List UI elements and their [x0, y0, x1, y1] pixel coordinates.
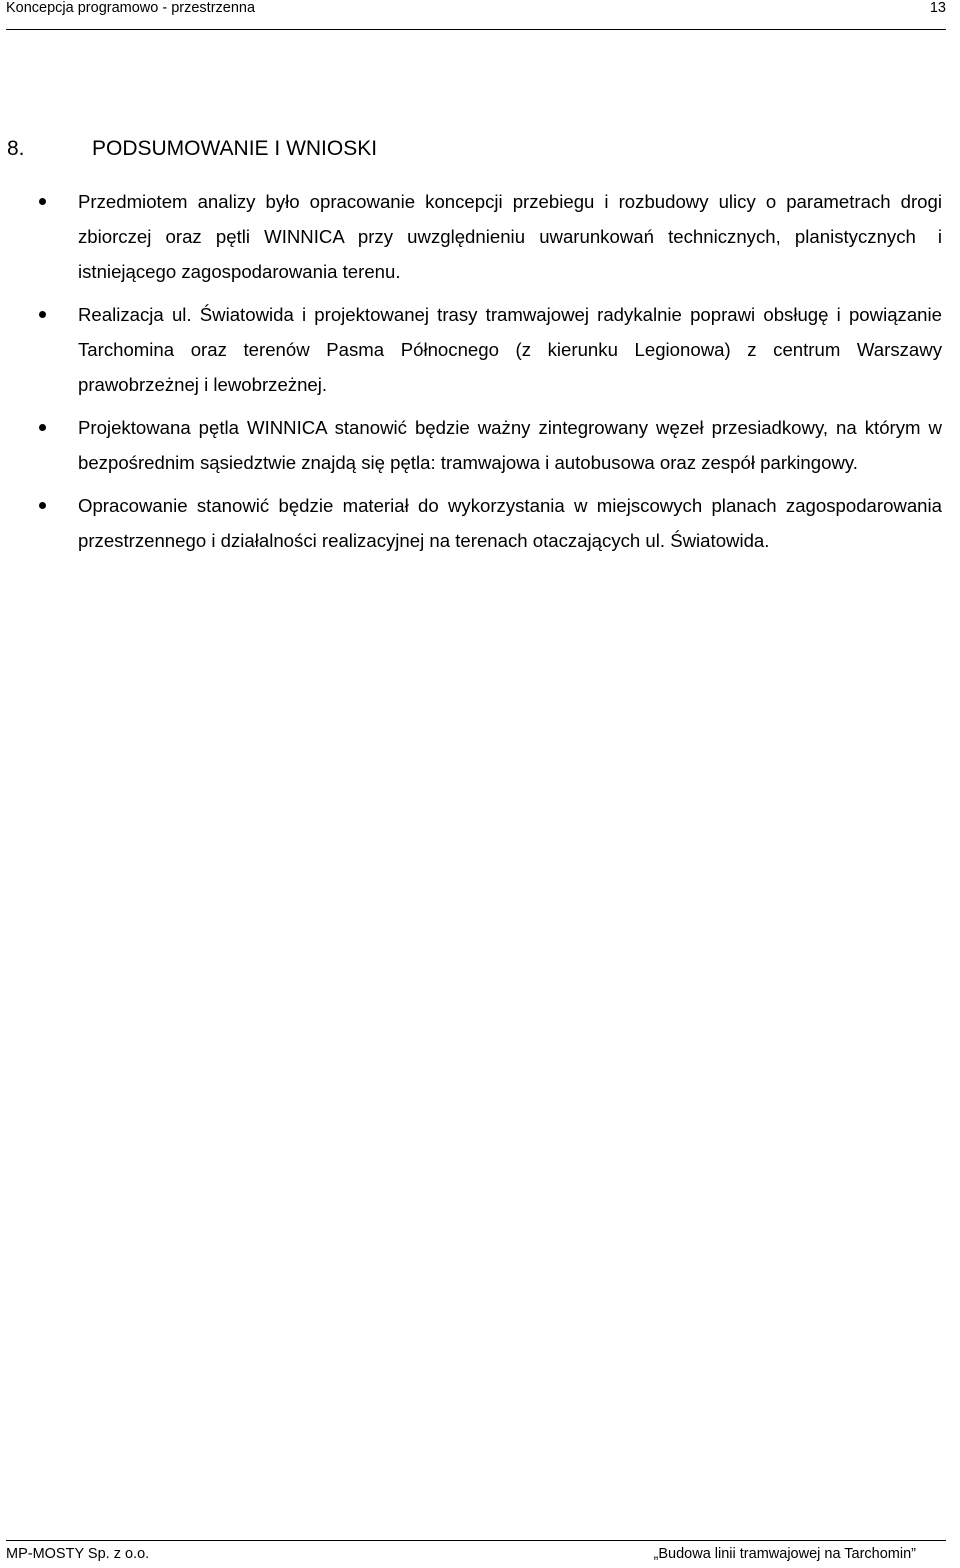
list-item	[0, 297, 960, 402]
list-item	[0, 184, 960, 289]
page-header	[6, 0, 946, 30]
bullet-icon	[39, 424, 46, 431]
bullet-icon	[39, 198, 46, 205]
list-item	[0, 488, 960, 558]
page-number: 13	[929, 0, 946, 16]
list-item-text-continued: i istniejącego zagospodarowania terenu.	[78, 226, 942, 282]
list-item	[0, 410, 960, 480]
section-title: PODSUMOWANIE I WNIOSKI	[92, 137, 378, 160]
bullet-icon	[39, 502, 46, 509]
list-item-text: Opracowanie stanowić będzie materiał do wykorzystania w miejscowych planach zagospodarowania przestrzennego i działalności realizacyjnej na terenach otaczających ul. Światowida.	[78, 495, 942, 551]
footer-project: „Budowa linii tramwajowej na Tarchomin”	[653, 1546, 916, 1562]
section-number: 8.	[7, 137, 25, 160]
list-item-text: Realizacja ul. Światowida i projektowanej trasy tramwajowej radykalnie poprawi obsługę i powiązanie Tarchomina oraz terenów Pasma Północnego (z kierunku Legionowa) z centrum Warszawy prawobrzeżnej i lewobrzeżnej.	[78, 304, 942, 395]
list-item-text: Projektowana pętla WINNICA stanowić będzie ważny zintegrowany węzeł przesiadkowy, na którym w bezpośrednim sąsiedztwie znajdą się pętla: tramwajowa i autobusowa oraz zespół parkingowy.	[78, 417, 942, 473]
page-footer	[6, 1540, 946, 1568]
header-title: Koncepcja programowo - przestrzenna	[6, 0, 256, 16]
bullet-icon	[39, 311, 46, 318]
list-item-text: Przedmiotem analizy było opracowanie koncepcji przebiegu i rozbudowy ulicy o parametrach drogi zbiorczej oraz pętli WINNICA przy uwzględnieniu uwarunkowań technicznych, planistycznych	[78, 191, 942, 247]
conclusions-list	[0, 184, 960, 566]
footer-company: MP-MOSTY Sp. z o.o.	[6, 1546, 150, 1562]
